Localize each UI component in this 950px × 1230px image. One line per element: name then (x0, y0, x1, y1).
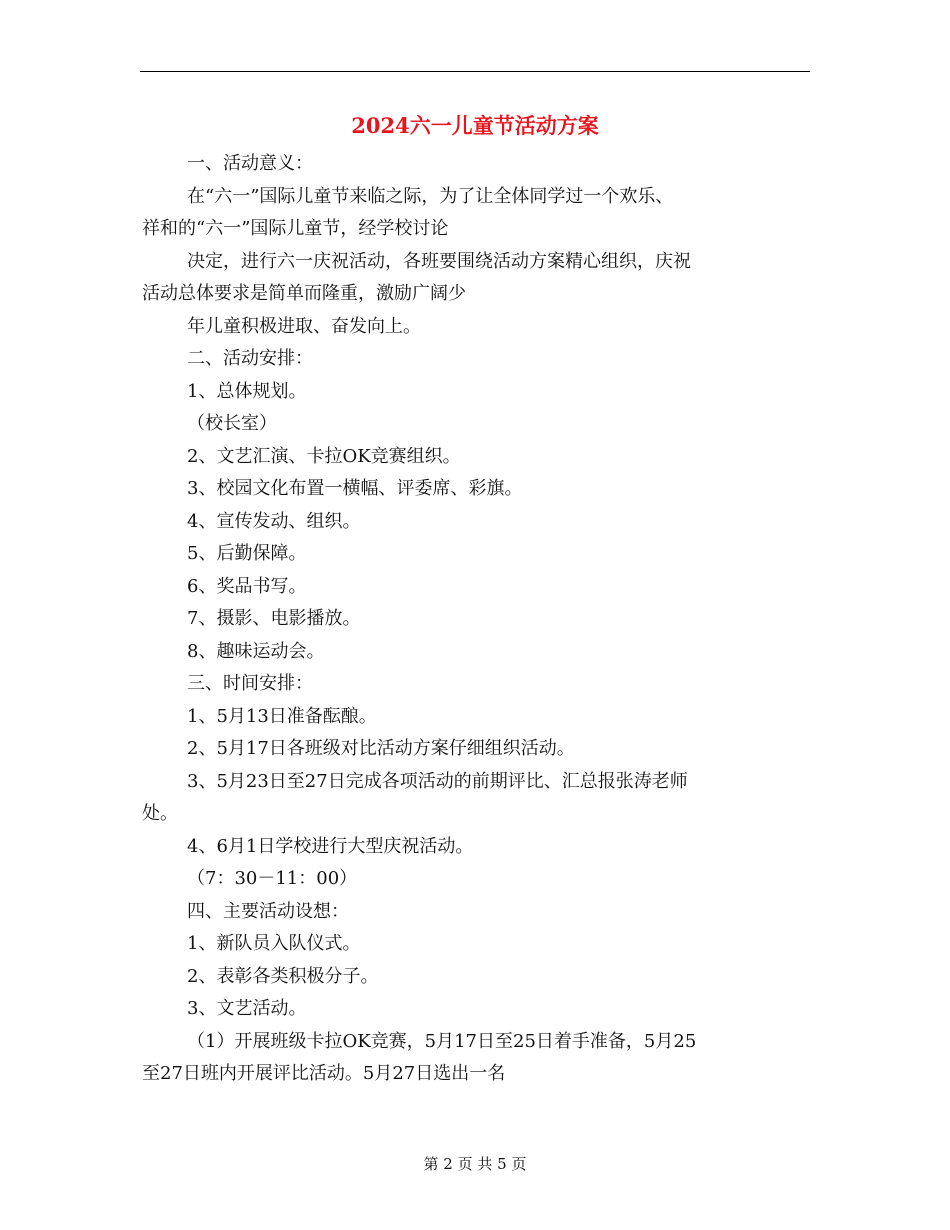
body-line: 在“六一”国际儿童节来临之际，为了让全体同学过一个欢乐、 (187, 185, 674, 207)
body-line: （7：30－11：00） (187, 868, 358, 889)
header-rule (140, 71, 810, 72)
body-line: 3、文艺活动。 (187, 998, 307, 1019)
body-line: 1、总体规划。 (187, 380, 307, 402)
body-line: 至27日班内开展评比活动。5月27日选出一名 (142, 1063, 506, 1084)
body-line: 5、后勤保障。 (187, 543, 307, 564)
body-line: 处。 (142, 803, 178, 824)
body-line: 2、文艺汇演、卡拉OK竞赛组织。 (187, 445, 461, 467)
body-line: 3、5月23日至27日完成各项活动的前期评比、汇总报张涛老师 (187, 770, 688, 792)
body-line: 决定，进行六一庆祝活动，各班要围绕活动方案精心组织，庆祝 (187, 250, 691, 272)
body-line: 7、摄影、电影播放。 (187, 608, 361, 629)
body-line: 8、趣味运动会。 (187, 640, 325, 662)
body-line: 四、主要活动设想： (187, 900, 349, 922)
body-line: 二、活动安排： (187, 348, 313, 369)
body-line: 3、校园文化布置一横幅、评委席、彩旗。 (187, 478, 523, 499)
body-line: （1）开展班级卡拉OK竞赛，5月17日至25日着手准备，5月25 (187, 1030, 697, 1052)
body-line: 一、活动意义： (187, 153, 313, 174)
body-line: 祥和的“六一”国际儿童节，经学校讨论 (142, 218, 449, 239)
body-line: 1、5月13日准备酝酿。 (187, 705, 377, 727)
body-line: 6、奖品书写。 (187, 575, 307, 597)
document-body (142, 148, 812, 1091)
body-line: 年儿童积极进取、奋发向上。 (187, 315, 421, 337)
body-line: 2、表彰各类积极分子。 (187, 965, 379, 987)
body-line: （校长室） (187, 413, 277, 434)
body-line: 活动总体要求是简单而隆重，激励广阔少 (142, 283, 466, 304)
body-line: 2、5月17日各班级对比活动方案仔细组织活动。 (187, 738, 575, 759)
body-line: 三、时间安排： (187, 673, 313, 694)
document-title: 2024六一儿童节活动方案 (351, 113, 599, 138)
body-line: 4、6月1日学校进行大型庆祝活动。 (187, 835, 474, 857)
body-line: 4、宣传发动、组织。 (187, 510, 361, 532)
page-footer: 第 2 页 共 5 页 (423, 1155, 527, 1173)
body-line: 1、新队员入队仪式。 (187, 933, 361, 954)
